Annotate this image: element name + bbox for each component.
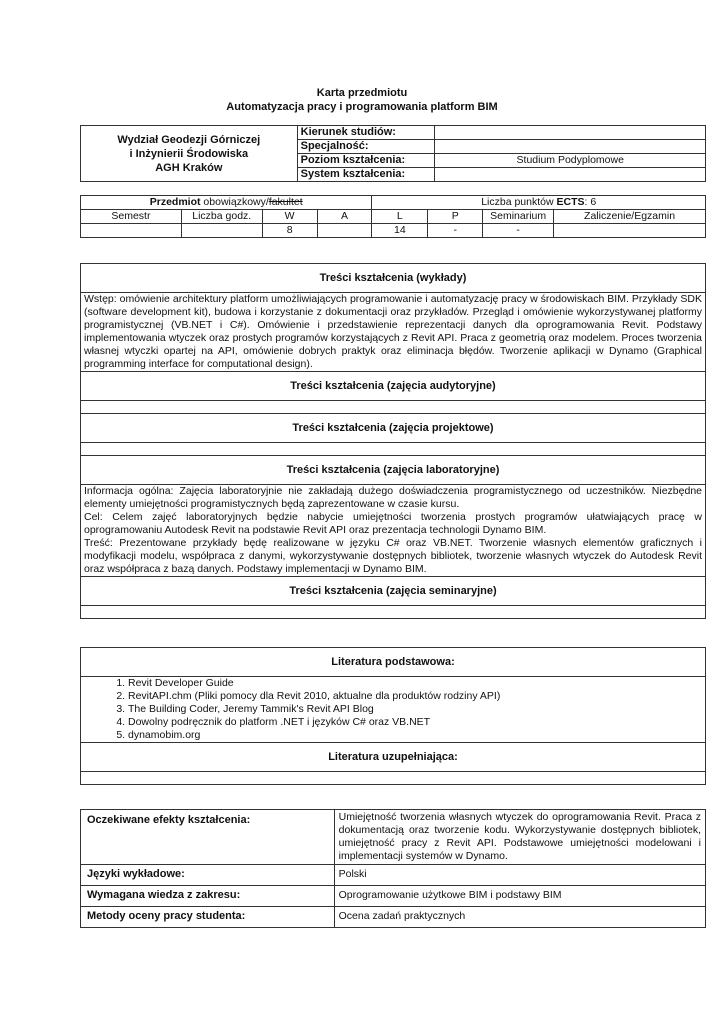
subject-type-cell bbox=[81, 196, 372, 210]
ects-value: : 6 bbox=[584, 196, 597, 208]
education-system-value bbox=[435, 168, 706, 182]
seminar-text bbox=[81, 606, 706, 619]
header-seminar: Seminarium bbox=[483, 210, 554, 224]
lab-text bbox=[81, 485, 706, 577]
value-l: 14 bbox=[372, 224, 428, 238]
value-w: 8 bbox=[262, 224, 317, 238]
document-title: Karta przedmiotu bbox=[316, 87, 408, 99]
education-system-label: System kształcenia: bbox=[297, 168, 435, 182]
value-assessment bbox=[554, 224, 706, 238]
hours-table bbox=[80, 195, 706, 238]
ects-cell bbox=[372, 196, 706, 210]
value-p: - bbox=[428, 224, 483, 238]
lab-text-general: Informacja ogólna: Zajęcia laboratoryjnie nie zakładają dużego doświadczenia programistycznego od uczestników. Niezbędne elementy umiejętności programistycznych będą zaprezentowane w czasie kursu. bbox=[84, 485, 702, 510]
literature-item: 3. The Building Coder, Jeremy Tammik's Revit API Blog bbox=[128, 703, 702, 716]
auditory-title: Treści kształcenia (zajęcia audytoryjne) bbox=[81, 372, 706, 401]
faculty-name-line2: i Inżynierii Środowiska bbox=[129, 147, 249, 160]
header-p: P bbox=[428, 210, 483, 224]
languages-label: Języki wykładowe: bbox=[81, 865, 335, 886]
subject-title: Automatyzacja pracy i programowania platform BIM bbox=[226, 101, 498, 113]
field-of-study-label: Kierunek studiów: bbox=[297, 126, 435, 140]
education-level-label: Poziom kształcenia: bbox=[297, 154, 435, 168]
auditory-text bbox=[81, 401, 706, 414]
project-text bbox=[81, 443, 706, 456]
required-knowledge-label: Wymagana wiedza z zakresu: bbox=[81, 886, 335, 907]
header-w: W bbox=[262, 210, 317, 224]
literature-item: 2. RevitAPI.chm (Pliki pomocy dla Revit 2010, aktualne dla produktów rodziny API) bbox=[128, 690, 702, 703]
literature-item: 1. Revit Developer Guide bbox=[128, 677, 702, 690]
info-table bbox=[80, 125, 706, 182]
university-name: AGH Kraków bbox=[155, 161, 223, 174]
faculty-name-line1: Wydział Geodezji Górniczej bbox=[117, 133, 261, 146]
lectures-title: Treści kształcenia (wykłady) bbox=[81, 264, 706, 293]
mandatory-label: obowiązkowy/ bbox=[200, 196, 269, 208]
ects-prefix: Liczba punktów bbox=[481, 196, 557, 208]
faculty-cell bbox=[81, 126, 298, 182]
value-a bbox=[317, 224, 372, 238]
education-level-value: Studium Podyplomowe bbox=[435, 154, 706, 168]
basic-literature-list bbox=[84, 677, 702, 742]
basic-literature-title: Literatura podstawowa: bbox=[81, 648, 706, 677]
value-semester bbox=[81, 224, 182, 238]
seminar-title: Treści kształcenia (zajęcia seminaryjne) bbox=[81, 577, 706, 606]
required-knowledge-value: Oprogramowanie użytkowe BIM i podstawy BIM bbox=[334, 886, 705, 907]
header-a: A bbox=[317, 210, 372, 224]
assessment-methods-label: Metody oceny pracy studenta: bbox=[81, 907, 335, 928]
header-l: L bbox=[372, 210, 428, 224]
basic-literature-list-cell bbox=[81, 677, 706, 743]
specialty-label: Specjalność: bbox=[297, 140, 435, 154]
literature-item: 4. Dowolny podręcznik do platform .NET i języków C# oraz VB.NET bbox=[128, 716, 702, 729]
value-seminar: - bbox=[483, 224, 554, 238]
literature-table bbox=[80, 647, 706, 785]
outcomes-table bbox=[80, 809, 706, 928]
ects-label: ECTS bbox=[556, 196, 585, 208]
field-of-study-value bbox=[435, 126, 706, 140]
value-hours bbox=[181, 224, 262, 238]
content-table bbox=[80, 263, 706, 619]
outcomes-label: Oczekiwane efekty kształcenia: bbox=[81, 810, 335, 865]
header-assessment: Zaliczenie/Egzamin bbox=[554, 210, 706, 224]
lectures-text: Wstęp: omówienie architektury platform umożliwiających programowanie i automatyzację pracy w środowiskach BIM. Przykłady SDK (software development kit), budowa i korzystanie z dokumentacji oraz przykładów. Przegląd i omówienie wykorzystywanej platformy programistycznej (VB.NET i C#). Omówienie i przedstawienie reprezentacji danych dla oprogramowania Revit. Podstawy implementowania wtyczek oraz prostych programów korzystających z Revit API. Praca z geometrią oraz modelem. Proces tworzenia własnej wtyczki opartej na API, omówienie dobrych praktyk oraz eliminacja błędów. Tworzenie aplikacji w Dynamo (Graphical programming interface for computational design). bbox=[81, 293, 706, 372]
lab-title: Treści kształcenia (zajęcia laboratoryjne) bbox=[81, 456, 706, 485]
header-semester: Semestr bbox=[81, 210, 182, 224]
supplementary-literature-text bbox=[81, 772, 706, 785]
outcomes-value: Umiejętność tworzenia własnych wtyczek do oprogramowania Revit. Praca z dokumentacją oraz tworzenie kodu. Wykorzystywanie dostępnych bibliotek, umiejętność pracy z Revit API. Podstawowe umiejętności modelowani i implementacji systemów w Dynamo. bbox=[334, 810, 705, 865]
lab-text-goal: Cel: Celem zajęć laboratoryjnych będzie nabycie umiejętności tworzenia prostych programów ułatwiających pracę w oprogramowaniu Autodesk Revit na podstawie Revit API oraz prezentacja technologii Dynamo BIM. bbox=[84, 511, 702, 536]
project-title: Treści kształcenia (zajęcia projektowe) bbox=[81, 414, 706, 443]
languages-value: Polski bbox=[334, 865, 705, 886]
supplementary-literature-title: Literatura uzupełniająca: bbox=[81, 743, 706, 772]
subject-label: Przedmiot bbox=[149, 196, 201, 208]
header-hours: Liczba godz. bbox=[181, 210, 262, 224]
literature-item: 5. dynamobim.org bbox=[128, 729, 702, 742]
assessment-methods-value: Ocena zadań praktycznych bbox=[334, 907, 705, 928]
lab-text-content: Treść: Prezentowane przykłady będę realizowane w języku C# oraz VB.NET. Tworzenie własnych elementów graficznych i modyfikacji modelu, współpraca z danymi, wykorzystywanie dostępnych bibliotek, tworzenie własnych wtyczek do Autodesk Revit oraz współpraca z bazą danych. Podstawy implementacji w Dynamo BIM. bbox=[84, 537, 702, 575]
elective-label: fakultet bbox=[268, 196, 303, 208]
specialty-value bbox=[435, 140, 706, 154]
